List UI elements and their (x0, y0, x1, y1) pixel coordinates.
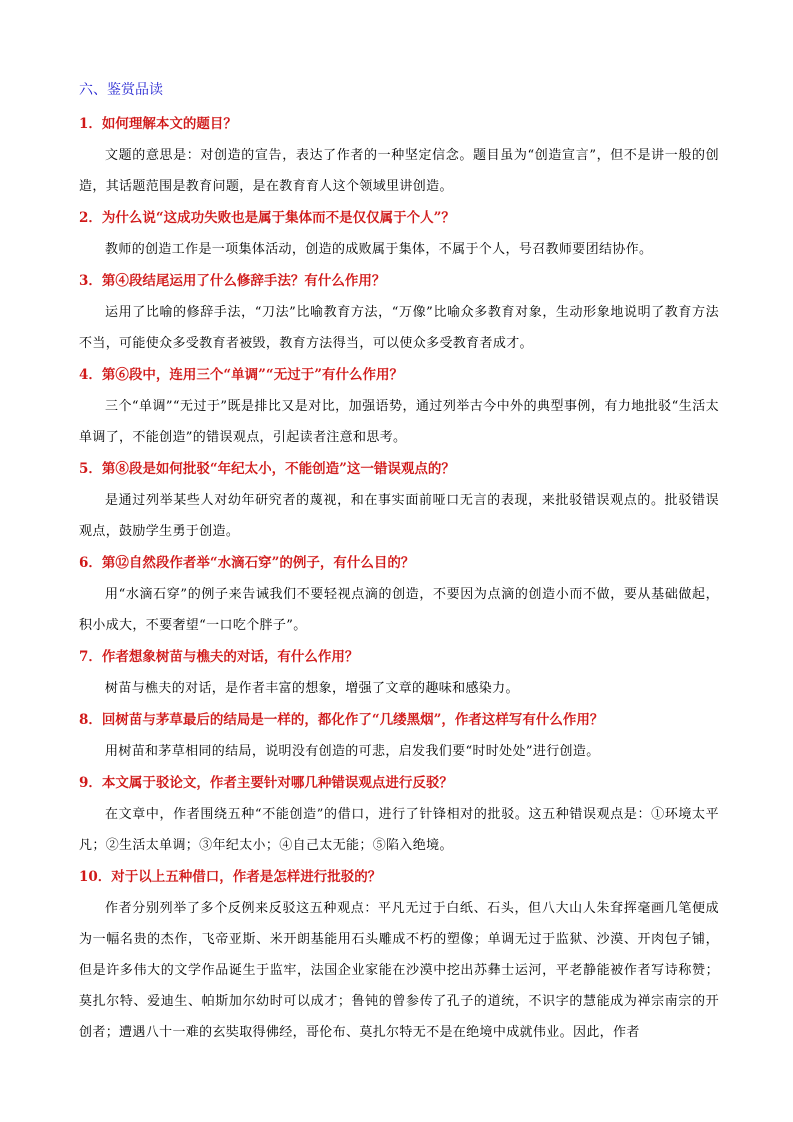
answer-7: 树苗与樵夫的对话，是作者丰富的想象，增强了文章的趣味和感染力。 (105, 681, 519, 696)
qa-item-10 (79, 861, 719, 1048)
question-9: 9．本文属于驳论文，作者主要针对哪几种错误观点进行反驳？ (79, 775, 453, 791)
question-8: 8．回树苗与茅草最后的结局是一样的，都化作了“几缕黑烟”，作者这样写有什么作用？ (79, 712, 604, 728)
qa-item-7 (79, 641, 719, 704)
question-5: 5．第⑧段是如何批驳“年纪太小，不能创造”这一错误观点的？ (79, 461, 455, 477)
question-4: 4．第⑥段中，连用三个“单调”“无过于”有什么作用？ (79, 367, 403, 383)
question-6: 6．第⑫自然段作者举“水滴石穿”的例子，有什么目的？ (79, 555, 415, 571)
question-1: 1．如何理解本文的题目？ (79, 116, 237, 132)
qa-item-8 (79, 704, 719, 767)
qa-item-1 (79, 108, 719, 202)
answer-4: 三个“单调”“无过于”既是排比又是对比，加强语势，通过列举古今中外的典型事例，有力地批驳“生活太单调了，不能创造”的错误观点，引起读者注意和思考。 (79, 399, 719, 445)
qa-list (79, 108, 719, 1048)
question-3: 3．第④段结尾运用了什么修辞手法？有什么作用？ (79, 273, 386, 289)
answer-6: 用“水滴石穿”的例子来告诫我们不要轻视点滴的创造，不要因为点滴的创造小而不做，要从基础做起，积小成大，不要奢望“一口吃个胖子”。 (79, 587, 719, 633)
qa-item-9 (79, 767, 719, 861)
question-10: 10．对于以上五种借口，作者是怎样进行批驳的？ (79, 869, 382, 885)
question-7: 7．作者想象树苗与樵夫的对话，有什么作用？ (79, 649, 359, 665)
answer-5: 是通过列举某些人对幼年研究者的蔑视，和在事实面前哑口无言的表现，来批驳错误观点的。批驳错误观点，鼓励学生勇于创造。 (79, 493, 719, 539)
qa-item-3 (79, 265, 719, 359)
qa-item-4 (79, 359, 719, 453)
qa-item-6 (79, 547, 719, 641)
answer-10: 作者分别列举了多个反例来反驳这五种观点：平凡无过于白纸、石头，但八大山人朱耷挥毫画几笔便成为一幅名贵的杰作，飞帝亚斯、米开朗基能用石头雕成不朽的塑像；单调无过于监狱、沙漠、开肉包子铺，但是许多伟大的文学作品诞生于监牢，法国企业家能在沙漠中挖出苏彝士运河，平老静能被作者写诗称赞；莫扎尔特、爱迪生、帕斯加尔幼时可以成才；鲁钝的曾参传了孔子的道统，不识字的慧能成为禅宗南宗的开创者；遭遇八十一难的玄奘取得佛经，哥伦布、莫扎尔特无不是在绝境中成就伟业。因此，作者 (79, 901, 719, 1040)
answer-1: 文题的意思是：对创造的宣告，表达了作者的一种坚定信念。题目虽为“创造宣言”，但不是讲一般的创造，其话题范围是教育问题，是在教育育人这个领域里讲创造。 (79, 148, 719, 194)
answer-9: 在文章中，作者围绕五种“不能创造”的借口，进行了针锋相对的批驳。这五种错误观点是：①环境太平凡；②生活太单调；③年纪太小；④自己太无能；⑤陷入绝境。 (79, 807, 719, 853)
answer-3: 运用了比喻的修辞手法，“刀法”比喻教育方法，“万像”比喻众多教育对象，生动形象地说明了教育方法不当，可能使众多受教育者被毁，教育方法得当，可以使众多受教育者成才。 (79, 305, 719, 351)
answer-8: 用树苗和茅草相同的结局，说明没有创造的可悲，启发我们要“时时处处”进行创造。 (105, 744, 600, 759)
section-title: 六、鉴赏品读 (79, 82, 163, 98)
qa-item-5 (79, 453, 719, 547)
question-2: 2．为什么说“这成功失败也是属于集体而不是仅仅属于个人”？ (79, 210, 455, 226)
qa-item-2 (79, 202, 719, 265)
answer-2: 教师的创造工作是一项集体活动，创造的成败属于集体，不属于个人，号召教师要团结协作。 (105, 242, 653, 257)
